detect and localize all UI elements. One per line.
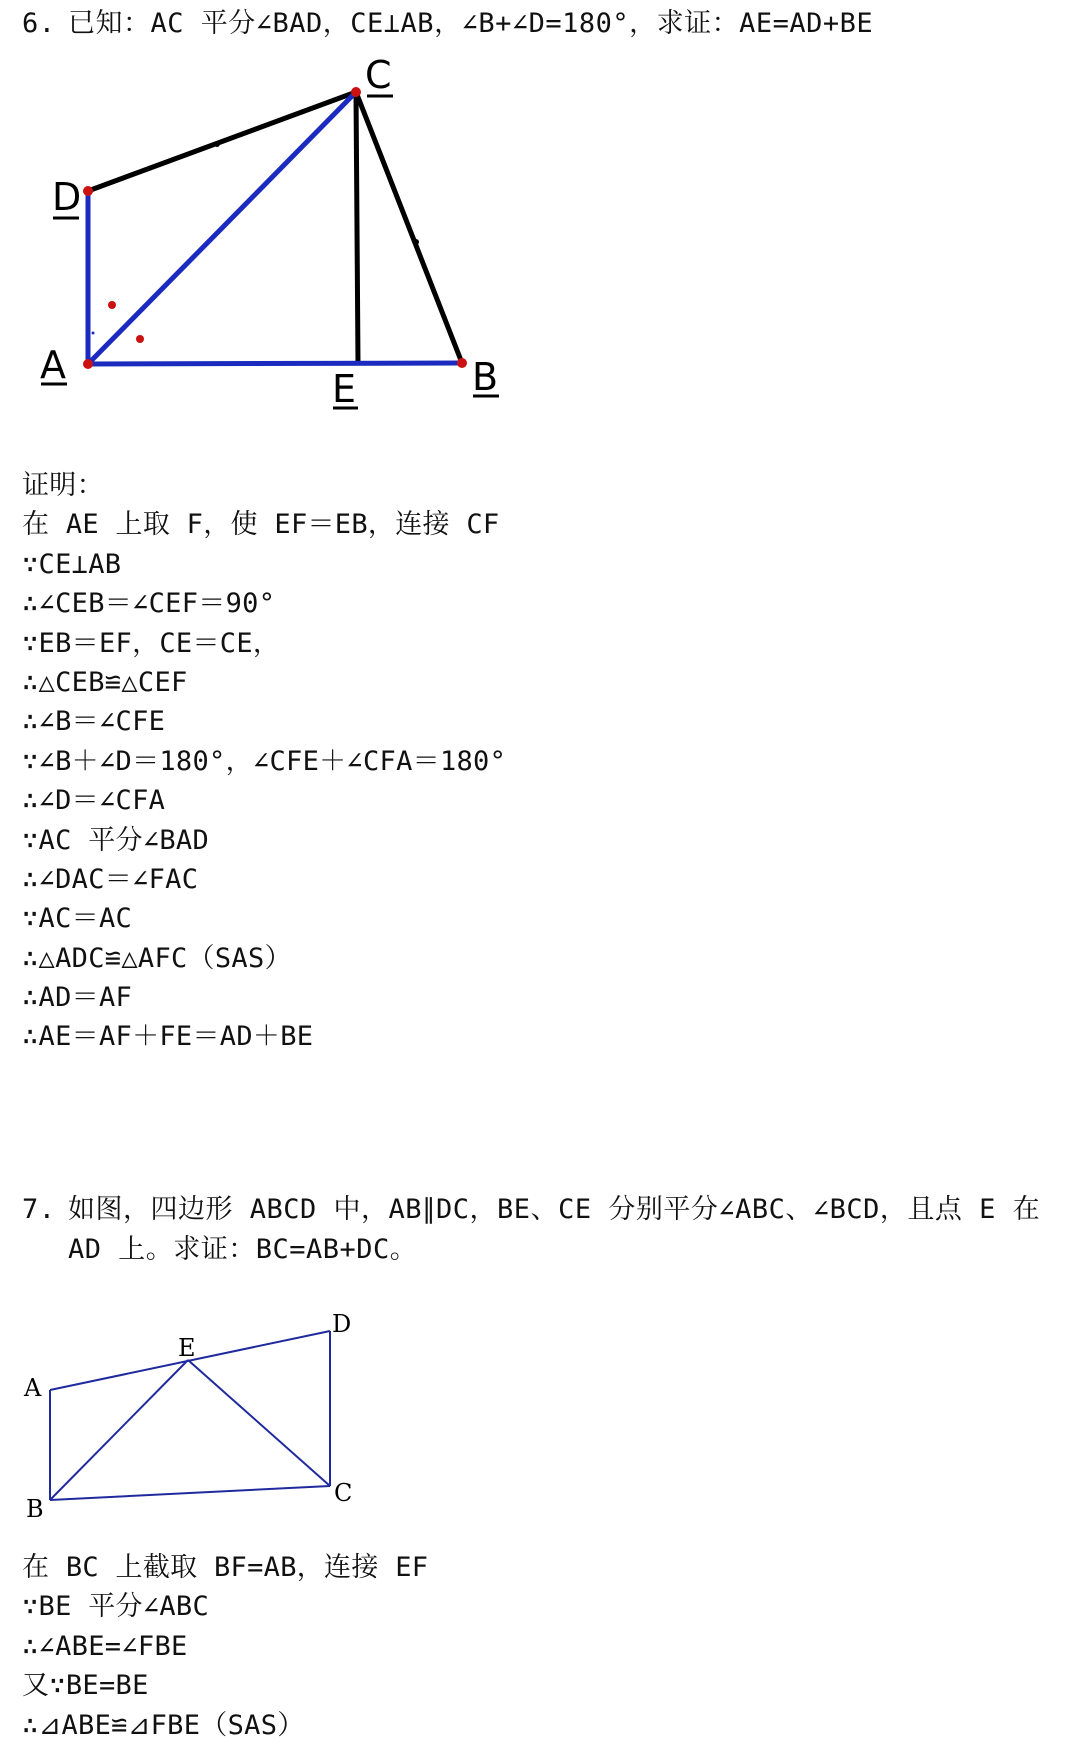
point-c [351,87,361,97]
proof-line: ∴AE＝AF＋FE＝AD＋BE [22,1021,314,1053]
problem-7-statement [22,1190,1040,1270]
angle-mark-dac [108,301,116,309]
problem-6-text: 已知：AC 平分∠BAD，CE⊥AB，∠B+∠D=180°，求证：AE=AD+BE [68,8,874,39]
label-b: B [26,1495,44,1523]
angle-mark-cab [136,335,144,343]
label-d: D [52,175,82,219]
point-a [83,359,93,369]
problem-7-proof [22,1548,428,1745]
edge-bc [50,1486,330,1500]
problem-6-proof [22,466,506,1057]
label-d: D [332,1310,352,1338]
edge-be [50,1360,188,1500]
problem-6-figure [0,50,560,430]
proof-line: ∵∠B＋∠D＝180°，∠CFE＋∠CFA＝180° [22,745,507,777]
proof-line: ∴∠DAC＝∠FAC [22,863,199,895]
proof-line: 又∵BE=BE [22,1670,149,1702]
label-b: B [472,355,499,399]
proof-line: ∴AD＝AF [22,982,133,1014]
label-a: A [24,1374,42,1402]
edge-cb [356,92,462,363]
proof-line: ∴∠B＝∠CFE [22,706,166,738]
label-c: C [334,1479,353,1507]
point-b [457,358,467,368]
label-a: A [40,343,66,387]
proof-line: ∵AC 平分∠BAD [22,824,210,856]
angle-dot-1 [92,332,95,335]
proof-line: ∴⊿ABE≌⊿FBE（SAS） [22,1709,305,1741]
problem-7-text-2: AD 上。求证：BC=AB+DC。 [68,1234,418,1265]
proof-line: 在 AE 上取 F，使 EF＝EB，连接 CF [22,509,500,541]
problem-7-line-2 [22,1230,1040,1270]
label-e: E [178,1334,196,1362]
proof-line: ∵EB＝EF，CE＝CE， [22,627,281,659]
angle-dot-2 [119,332,122,335]
proof-line: ∴∠CEB＝∠CEF＝90° [22,588,276,620]
proof-line: ∴△CEB≌△CEF [22,666,188,698]
proof-line: ∵BE 平分∠ABC [22,1591,210,1623]
proof-line: ∵AC＝AC [22,903,133,935]
problem-7-text-1: 如图，四边形 ABCD 中，AB∥DC，BE、CE 分别平分∠ABC、∠BCD，且点 E 在 [68,1194,1041,1225]
problem-6-statement [22,4,873,44]
tick-dc [214,141,220,147]
label-e: E [332,367,357,411]
problem-7-line-1 [22,1190,1040,1230]
proof-line: ∴∠D＝∠CFA [22,785,166,817]
edge-ac [88,92,356,364]
proof-line: ∴∠ABE=∠FBE [22,1630,188,1662]
problem-7-figure [0,1300,380,1550]
problem-7-number: 7. [22,1194,56,1225]
label-c: C [365,53,392,97]
problem-6-number: 6. [22,8,56,39]
proof-line: ∵CE⊥AB [22,548,122,580]
edge-ab [88,363,462,364]
proof-heading: 证明： [22,470,104,501]
proof-line: ∴△ADC≌△AFC（SAS） [22,942,292,974]
tick-cb [413,239,419,245]
edge-ce [188,1360,330,1486]
point-d [83,186,93,196]
edge-dc [88,92,356,191]
edge-ce [356,92,358,363]
proof-line: 在 BC 上截取 BF=AB，连接 EF [22,1552,429,1583]
